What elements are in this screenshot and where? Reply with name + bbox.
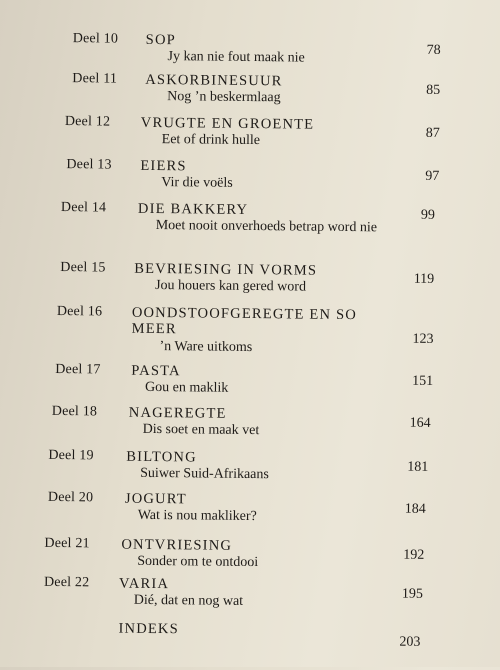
chapter-title: JOGURT — [124, 490, 187, 508]
part-number: Deel 10 — [72, 31, 119, 47]
chapter-subtitle: Eet of drink hulle — [161, 132, 261, 149]
page-number: 87 — [425, 125, 440, 141]
chapter-subtitle: Wat is nou makliker? — [137, 507, 257, 525]
chapter-title: VRUGTE EN GROENTE — [140, 114, 315, 133]
part-number: Deel 14 — [60, 200, 107, 216]
toc-entry-deel-15 — [0, 259, 500, 304]
toc-entry-deel-16 — [0, 303, 500, 360]
page-number: 99 — [420, 207, 435, 223]
toc-entry-deel-20 — [0, 489, 498, 534]
page-number: 184 — [404, 501, 426, 517]
toc-entry-deel-18 — [0, 403, 499, 448]
page-number: 119 — [413, 271, 435, 287]
chapter-subtitle: Dié, dat en nog wat — [133, 592, 244, 609]
chapter-title: PASTA — [131, 362, 181, 380]
part-number: Deel 22 — [43, 574, 90, 591]
chapter-title: DIE BAKKERY — [137, 200, 249, 218]
chapter-subtitle: Sonder om te ontdooi — [137, 553, 259, 571]
page-number: 151 — [412, 373, 434, 389]
toc-entry-deel-13 — [1, 156, 500, 201]
index-page-number: 203 — [399, 634, 421, 650]
page-number: 78 — [426, 42, 441, 58]
page-number: 192 — [403, 547, 425, 563]
chapter-title: ASKORBINESUUR — [145, 71, 283, 90]
page-number: 85 — [426, 82, 441, 98]
chapter-title: BEVRIESING IN VORMS — [134, 260, 318, 279]
chapter-subtitle: Gou en maklik — [145, 379, 229, 396]
part-number: Deel 12 — [64, 114, 111, 130]
toc-entry-deel-22 — [0, 574, 497, 619]
page-number: 164 — [409, 415, 431, 431]
part-number: Deel 18 — [51, 403, 98, 420]
toc-entry-deel-11 — [2, 70, 500, 115]
part-number: Deel 15 — [60, 260, 106, 276]
part-number: Deel 13 — [66, 157, 112, 173]
chapter-title: OONDSTOOFGEREGTE EN SO MEER — [131, 304, 358, 338]
part-number: Deel 16 — [56, 303, 103, 320]
toc-entry-deel-10 — [2, 30, 500, 75]
chapter-title: EIERS — [140, 157, 187, 175]
chapter-title: VARIA — [118, 575, 170, 593]
part-number: Deel 19 — [48, 447, 94, 464]
part-number: Deel 21 — [44, 535, 90, 552]
chapter-subtitle: Jy kan nie fout maak nie — [167, 49, 305, 66]
toc-entry-deel-21 — [0, 535, 497, 580]
toc-entry-deel-14 — [1, 199, 500, 254]
page-number: 123 — [412, 331, 434, 347]
toc-entry-deel-12 — [2, 113, 500, 158]
page-number: 195 — [401, 586, 424, 602]
chapter-subtitle: Moet nooit onverhoeds betrap word nie — [155, 218, 378, 236]
chapter-title: BILTONG — [126, 448, 197, 466]
part-number: Deel 17 — [55, 361, 101, 378]
chapter-title: SOP — [145, 31, 177, 49]
part-number: Deel 11 — [72, 71, 118, 87]
toc-entry-deel-17 — [0, 361, 499, 406]
chapter-subtitle: Vir die voëls — [161, 175, 233, 191]
chapter-subtitle: ’n Ware uitkoms — [159, 339, 253, 356]
chapter-title: ONTVRIESING — [121, 536, 233, 554]
chapter-subtitle: Suiwer Suid-Afrikaans — [140, 465, 269, 483]
chapter-subtitle: Dis soet en maak vet — [142, 421, 260, 439]
toc-entry-deel-19 — [0, 447, 498, 492]
chapter-subtitle: Jou houers kan gered word — [155, 278, 307, 295]
chapter-subtitle: Nog ’n beskermlaag — [167, 89, 281, 106]
page-number: 181 — [407, 459, 429, 475]
chapter-title: NAGEREGTE — [128, 404, 227, 422]
page-number: 97 — [425, 168, 440, 184]
part-number: Deel 20 — [47, 489, 94, 506]
index-title: INDEKS — [118, 620, 180, 638]
